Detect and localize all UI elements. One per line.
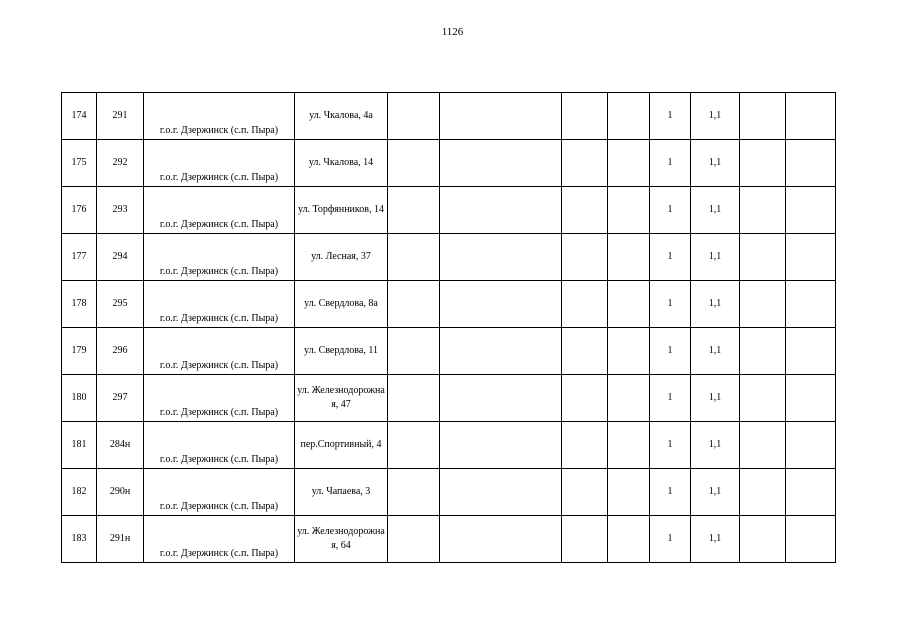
empty-cell	[608, 234, 650, 281]
settlement-cell: г.о.г. Дзержинск (с.п. Пыра)	[144, 281, 295, 328]
empty-cell	[608, 375, 650, 422]
empty-cell	[740, 140, 786, 187]
empty-cell	[562, 328, 608, 375]
empty-cell	[786, 422, 836, 469]
address-cell: пер.Спортивный, 4	[295, 422, 388, 469]
settlement-cell: г.о.г. Дзержинск (с.п. Пыра)	[144, 234, 295, 281]
object-code-cell: 294	[97, 234, 144, 281]
settlement-cell: г.о.г. Дзержинск (с.п. Пыра)	[144, 422, 295, 469]
table-row	[62, 93, 836, 140]
empty-cell	[440, 422, 562, 469]
empty-cell	[440, 234, 562, 281]
row-number-cell: 178	[62, 281, 97, 328]
table-row	[62, 328, 836, 375]
row-number-cell: 183	[62, 516, 97, 563]
registry-table	[61, 92, 836, 563]
empty-cell	[740, 93, 786, 140]
row-number-cell: 180	[62, 375, 97, 422]
table-row	[62, 469, 836, 516]
empty-cell	[388, 93, 440, 140]
value-cell: 1,1	[691, 422, 740, 469]
row-number-cell: 179	[62, 328, 97, 375]
address-cell: ул. Лесная, 37	[295, 234, 388, 281]
empty-cell	[786, 187, 836, 234]
table-row	[62, 187, 836, 234]
value-cell: 1,1	[691, 328, 740, 375]
empty-cell	[608, 328, 650, 375]
empty-cell	[388, 375, 440, 422]
empty-cell	[608, 422, 650, 469]
empty-cell	[440, 281, 562, 328]
settlement-cell: г.о.г. Дзержинск (с.п. Пыра)	[144, 516, 295, 563]
count-cell: 1	[650, 469, 691, 516]
empty-cell	[608, 93, 650, 140]
object-code-cell: 296	[97, 328, 144, 375]
count-cell: 1	[650, 328, 691, 375]
empty-cell	[388, 422, 440, 469]
value-cell: 1,1	[691, 281, 740, 328]
table-row	[62, 234, 836, 281]
row-number-cell: 182	[62, 469, 97, 516]
row-number-cell: 175	[62, 140, 97, 187]
settlement-cell: г.о.г. Дзержинск (с.п. Пыра)	[144, 375, 295, 422]
empty-cell	[786, 516, 836, 563]
table-row	[62, 375, 836, 422]
empty-cell	[608, 469, 650, 516]
object-code-cell: 293	[97, 187, 144, 234]
empty-cell	[562, 281, 608, 328]
empty-cell	[440, 140, 562, 187]
value-cell: 1,1	[691, 234, 740, 281]
value-cell: 1,1	[691, 93, 740, 140]
object-code-cell: 291н	[97, 516, 144, 563]
count-cell: 1	[650, 375, 691, 422]
empty-cell	[608, 140, 650, 187]
count-cell: 1	[650, 140, 691, 187]
empty-cell	[562, 516, 608, 563]
empty-cell	[388, 516, 440, 563]
table-body	[62, 93, 836, 563]
value-cell: 1,1	[691, 140, 740, 187]
empty-cell	[388, 469, 440, 516]
empty-cell	[786, 469, 836, 516]
empty-cell	[786, 140, 836, 187]
count-cell: 1	[650, 234, 691, 281]
count-cell: 1	[650, 93, 691, 140]
count-cell: 1	[650, 187, 691, 234]
settlement-cell: г.о.г. Дзержинск (с.п. Пыра)	[144, 187, 295, 234]
address-cell: ул. Свердлова, 11	[295, 328, 388, 375]
empty-cell	[440, 93, 562, 140]
value-cell: 1,1	[691, 469, 740, 516]
page-number: 1126	[441, 26, 464, 38]
object-code-cell: 284н	[97, 422, 144, 469]
empty-cell	[388, 328, 440, 375]
empty-cell	[562, 93, 608, 140]
settlement-cell: г.о.г. Дзержинск (с.п. Пыра)	[144, 328, 295, 375]
empty-cell	[740, 281, 786, 328]
empty-cell	[562, 375, 608, 422]
table-row	[62, 140, 836, 187]
empty-cell	[388, 281, 440, 328]
empty-cell	[740, 187, 786, 234]
address-cell: ул. Свердлова, 8а	[295, 281, 388, 328]
row-number-cell: 181	[62, 422, 97, 469]
object-code-cell: 292	[97, 140, 144, 187]
table-row	[62, 422, 836, 469]
table-row	[62, 281, 836, 328]
empty-cell	[562, 234, 608, 281]
value-cell: 1,1	[691, 187, 740, 234]
empty-cell	[440, 375, 562, 422]
empty-cell	[608, 516, 650, 563]
object-code-cell: 295	[97, 281, 144, 328]
address-cell: ул. Чкалова, 4а	[295, 93, 388, 140]
value-cell: 1,1	[691, 375, 740, 422]
object-code-cell: 290н	[97, 469, 144, 516]
count-cell: 1	[650, 422, 691, 469]
row-number-cell: 176	[62, 187, 97, 234]
empty-cell	[562, 140, 608, 187]
address-cell: ул. Чкалова, 14	[295, 140, 388, 187]
empty-cell	[388, 234, 440, 281]
empty-cell	[740, 422, 786, 469]
empty-cell	[740, 375, 786, 422]
empty-cell	[786, 93, 836, 140]
object-code-cell: 297	[97, 375, 144, 422]
empty-cell	[740, 234, 786, 281]
empty-cell	[562, 422, 608, 469]
count-cell: 1	[650, 516, 691, 563]
empty-cell	[388, 140, 440, 187]
count-cell: 1	[650, 281, 691, 328]
settlement-cell: г.о.г. Дзержинск (с.п. Пыра)	[144, 469, 295, 516]
address-cell: ул. Торфянников, 14	[295, 187, 388, 234]
empty-cell	[786, 234, 836, 281]
empty-cell	[562, 187, 608, 234]
address-cell: ул. Чапаева, 3	[295, 469, 388, 516]
empty-cell	[388, 187, 440, 234]
value-cell: 1,1	[691, 516, 740, 563]
empty-cell	[740, 328, 786, 375]
settlement-cell: г.о.г. Дзержинск (с.п. Пыра)	[144, 140, 295, 187]
address-cell: ул. Железнодорожная, 64	[295, 516, 388, 563]
empty-cell	[440, 187, 562, 234]
row-number-cell: 177	[62, 234, 97, 281]
empty-cell	[608, 281, 650, 328]
object-code-cell: 291	[97, 93, 144, 140]
empty-cell	[440, 328, 562, 375]
empty-cell	[786, 281, 836, 328]
empty-cell	[562, 469, 608, 516]
empty-cell	[786, 328, 836, 375]
empty-cell	[440, 516, 562, 563]
address-cell: ул. Железнодорожная, 47	[295, 375, 388, 422]
empty-cell	[740, 469, 786, 516]
table-row	[62, 516, 836, 563]
row-number-cell: 174	[62, 93, 97, 140]
empty-cell	[440, 469, 562, 516]
empty-cell	[740, 516, 786, 563]
settlement-cell: г.о.г. Дзержинск (с.п. Пыра)	[144, 93, 295, 140]
empty-cell	[608, 187, 650, 234]
empty-cell	[786, 375, 836, 422]
